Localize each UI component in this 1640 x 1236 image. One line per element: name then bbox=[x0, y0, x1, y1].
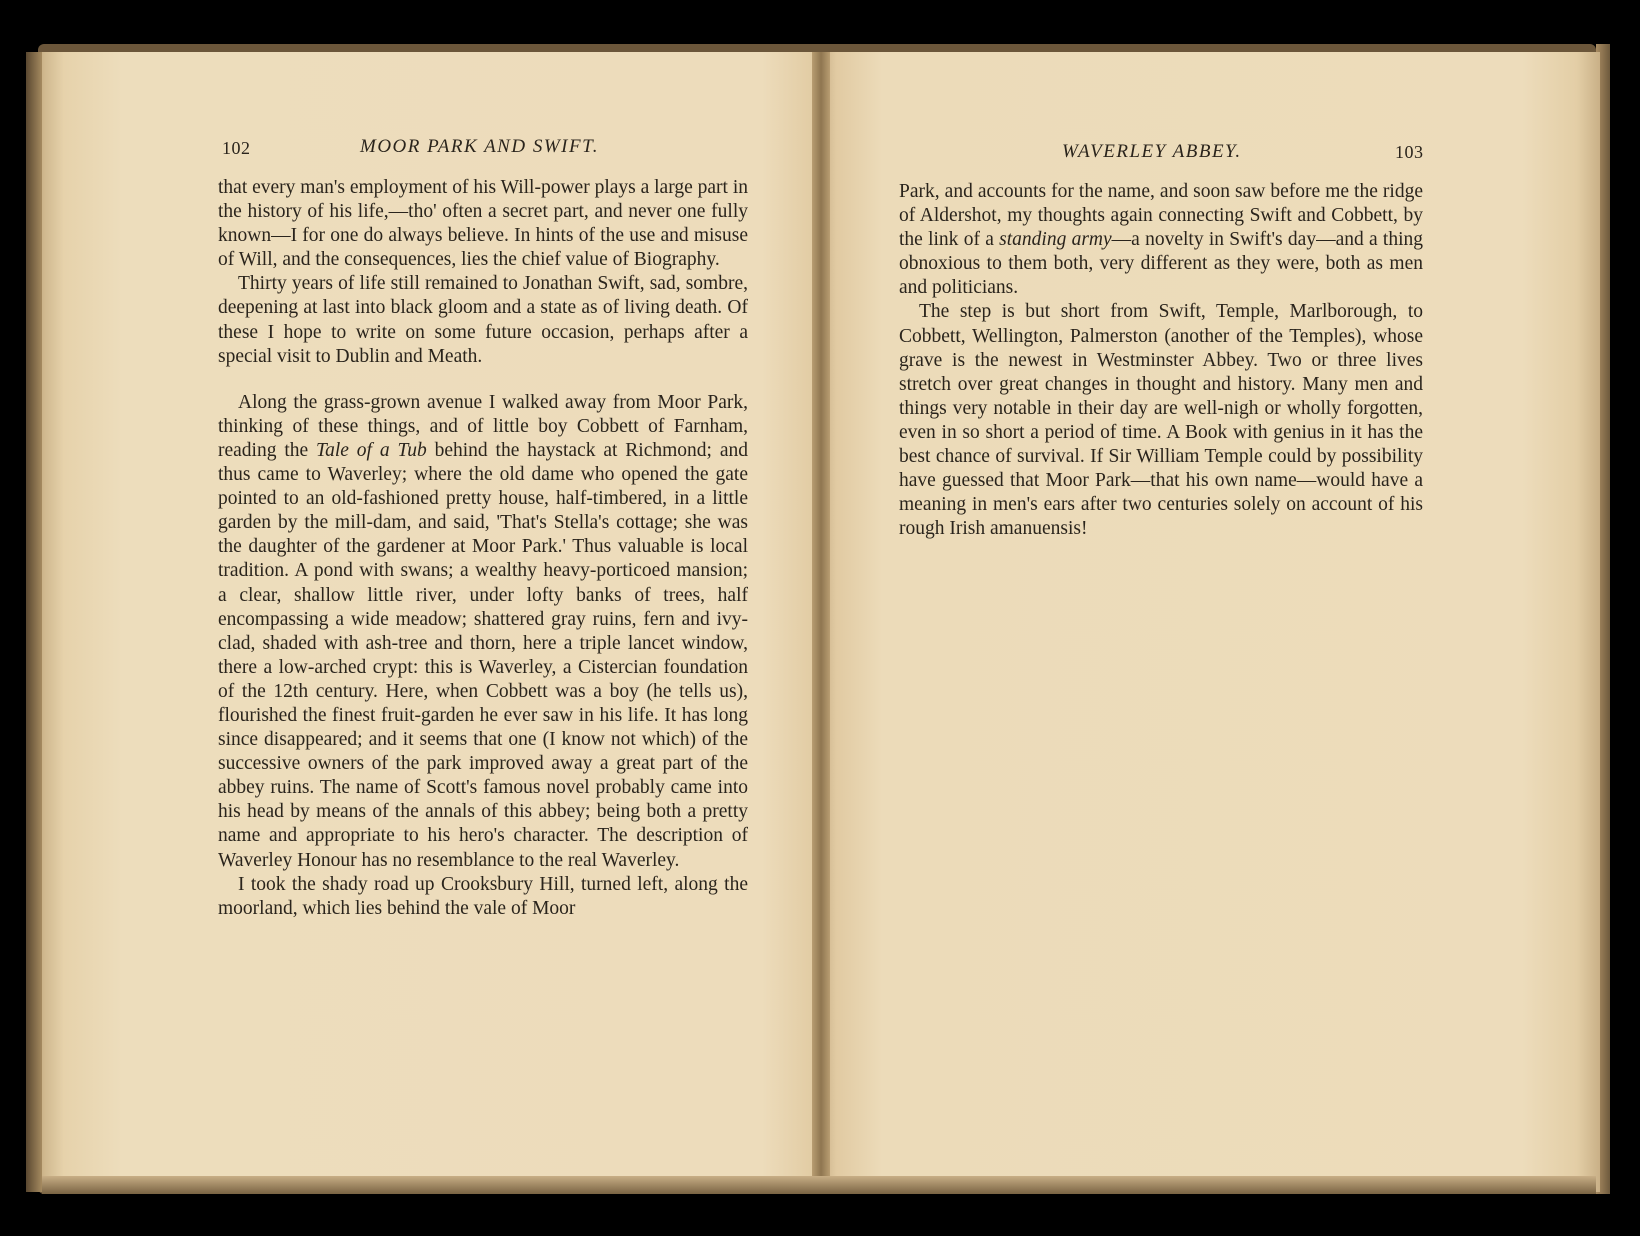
right-running-title: WAVERLEY ABBEY. bbox=[1062, 141, 1242, 162]
left-running-title: MOOR PARK AND SWIFT. bbox=[360, 136, 599, 157]
book-title-tale-of-a-tub: Tale of a Tub bbox=[316, 439, 427, 461]
right-page-number: 103 bbox=[1395, 142, 1424, 162]
right-page-body bbox=[899, 180, 1423, 541]
emphasis-standing-army: standing army bbox=[999, 229, 1112, 251]
left-page-number: 102 bbox=[222, 138, 251, 158]
right-paragraph-1: Park, and accounts for the name, and soon saw before me the ridge of Aldershot, my thoughts again connecting Swift and Cobbett, by the link of a standing army—a novelty in Swift's day—and a thing obnoxious to them both, very different as they were, both as men and politicians. bbox=[899, 181, 1424, 299]
left-paragraph-2: Thirty years of life still remained to Jonathan Swift, sad, sombre, deepening at last into black gloom and a state as of living death. Of these I hope to write on some future occasion, perhaps after a special visit to Dublin and Meath. bbox=[218, 273, 748, 367]
left-paragraph-3: Along the grass-grown avenue I walked away from Moor Park, thinking of these things, and of little boy Cobbett of Farnham, reading the Tale of a Tub behind the haystack at Richmond; and thus came to Waverley; where the old dame who opened the gate pointed to an old-fashioned pretty house, half-timbered, in a little garden by the mill-dam, and said, 'That's Stella's cottage; she was the daughter of the gardener at Moor Park.' Thus valuable is local tradition. A pond with swans; a wealthy heavy-porticoed mansion; a clear, shallow little river, under lofty banks of trees, half encompassing a wide meadow; shattered gray ruins, fern and ivy-clad, shaded with ash-tree and thorn, here a triple lancet window, there a low-arched crypt: this is Waverley, a Cistercian foundation of the 12th century. Here, when Cobbett was a boy (he tells us), flourished the finest fruit-garden he ever saw in his life. It has long since disappeared; and it seems that one (I know not which) of the successive owners of the park improved away a great part of the abbey ruins. The name of Scott's famous novel probably came into his head by means of the annals of this abbey; being both a pretty name and appropriate to his hero's character. The description of Waverley Honour has no resemblance to the real Waverley. bbox=[218, 391, 748, 871]
right-paragraph-2: The step is but short from Swift, Temple, Marlborough, to Cobbett, Wellington, Palmerston (another of the Temples), whose grave is the newest in Westminster Abbey. Two or three lives stretch over great changes in thought and history. Many men and things very notable in their day are well-nigh or wholly forgotten, even in so short a period of time. A Book with genius in it has the best chance of survival. If Sir William Temple could by possibility have guessed that Moor Park—that his own name—would have a meaning in men's ears after two centuries solely on account of his rough Irish amanuensis! bbox=[899, 301, 1423, 540]
left-page-body bbox=[218, 176, 748, 921]
book-edge-left bbox=[26, 52, 42, 1192]
left-paragraph-1: that every man's employment of his Will-power plays a large part in the history of his life,—tho' often a secret part, and never one fully known—I for one do always believe. In hints of the use and misuse of Will, and the consequences, lies the chief value of Biography. bbox=[218, 177, 748, 271]
book-gutter bbox=[812, 52, 830, 1192]
book-bottom-edge bbox=[42, 1176, 1596, 1194]
left-paragraph-4: I took the shady road up Crooksbury Hill, turned left, along the moorland, which lies behind the vale of Moor bbox=[218, 873, 748, 919]
